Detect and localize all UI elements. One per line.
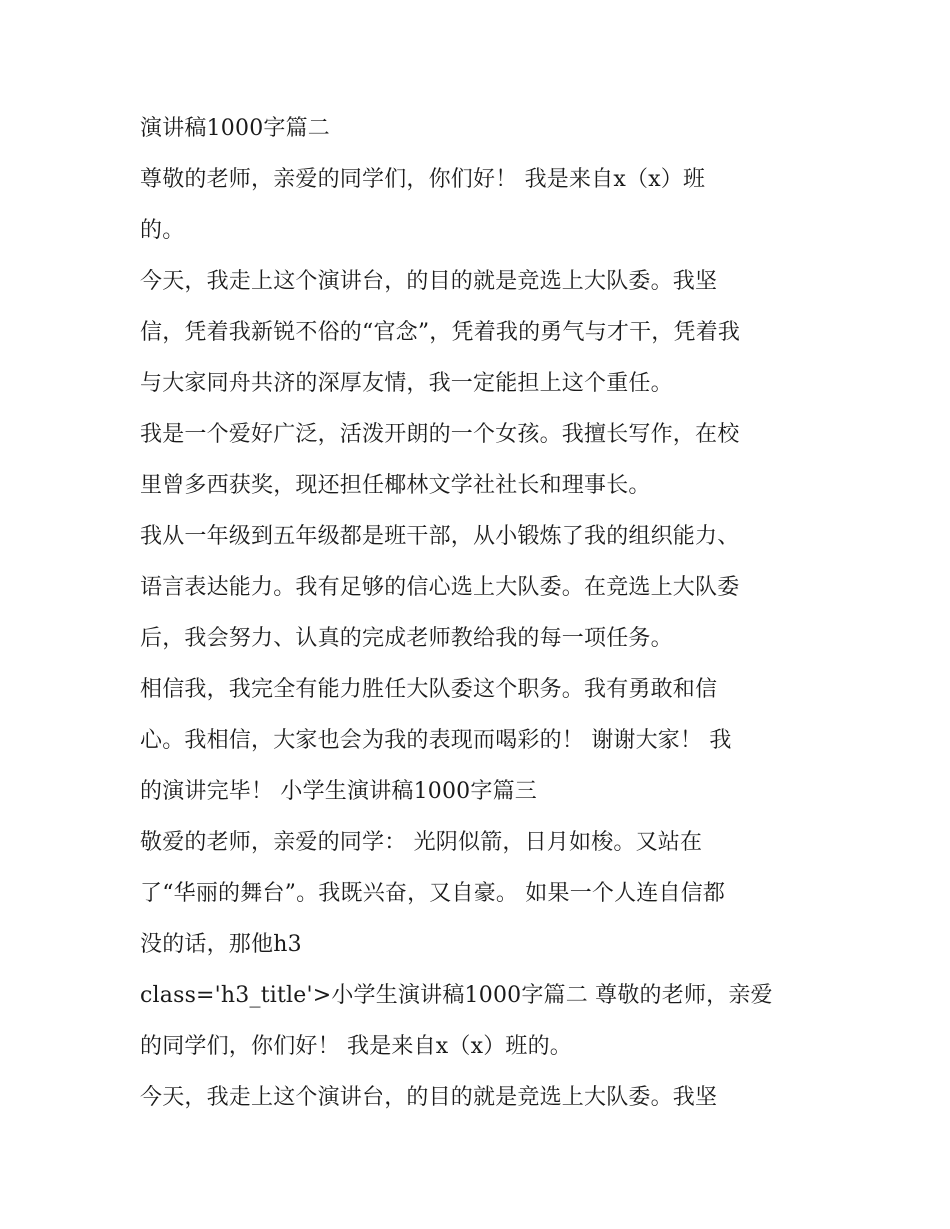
text-line-10: 语言表达能力。我有足够的信心选上大队委。在竞选上大队委 [140, 575, 740, 600]
text-line-8: 里曾多西获奖，现还担任椰林文学社社长和理事长。 [140, 473, 651, 498]
text-line-1: 演讲稿1000字篇二 [140, 116, 330, 141]
text-line-2: 尊敬的老师，亲爱的同学们，你们好！ 我是来自x（x）班 [140, 167, 706, 192]
text-line-16: 了“华丽的舞台”。我既兴奋，又自豪。 如果一个人连自信都 [140, 881, 726, 906]
text-line-7: 我是一个爱好广泛，活泼开朗的一个女孩。我擅长写作，在校 [140, 422, 740, 447]
text-line-17: 没的话，那他h3 [140, 932, 302, 957]
text-line-20: 今天，我走上这个演讲台，的目的就是竞选上大队委。我坚 [140, 1085, 718, 1110]
document-body [140, 103, 830, 1123]
text-line-11: 后，我会努力、认真的完成老师教给我的每一项任务。 [140, 626, 673, 651]
text-line-6: 与大家同舟共济的深厚友情，我一定能担上这个重任。 [140, 371, 673, 396]
text-line-4: 今天，我走上这个演讲台，的目的就是竞选上大队委。我坚 [140, 269, 718, 294]
text-line-5: 信，凭着我新锐不俗的“官念”，凭着我的勇气与才干，凭着我 [140, 320, 741, 345]
text-line-13: 心。我相信，大家也会为我的表现而喝彩的！ 谢谢大家！ 我 [140, 728, 732, 753]
text-line-3: 的。 [140, 218, 185, 243]
text-line-12: 相信我，我完全有能力胜任大队委这个职务。我有勇敢和信 [140, 677, 718, 702]
text-line-15: 敬爱的老师，亲爱的同学： 光阴似箭，日月如梭。又站在 [140, 830, 703, 855]
text-line-9: 我从一年级到五年级都是班干部，从小锻炼了我的组织能力、 [140, 524, 740, 549]
text-line-14: 的演讲完毕！ 小学生演讲稿1000字篇三 [140, 779, 537, 804]
text-line-18: class='h3_title'>小学生演讲稿1000字篇二 尊敬的老师，亲爱 [140, 983, 773, 1008]
text-line-19: 的同学们，你们好！ 我是来自x（x）班的。 [140, 1034, 573, 1059]
